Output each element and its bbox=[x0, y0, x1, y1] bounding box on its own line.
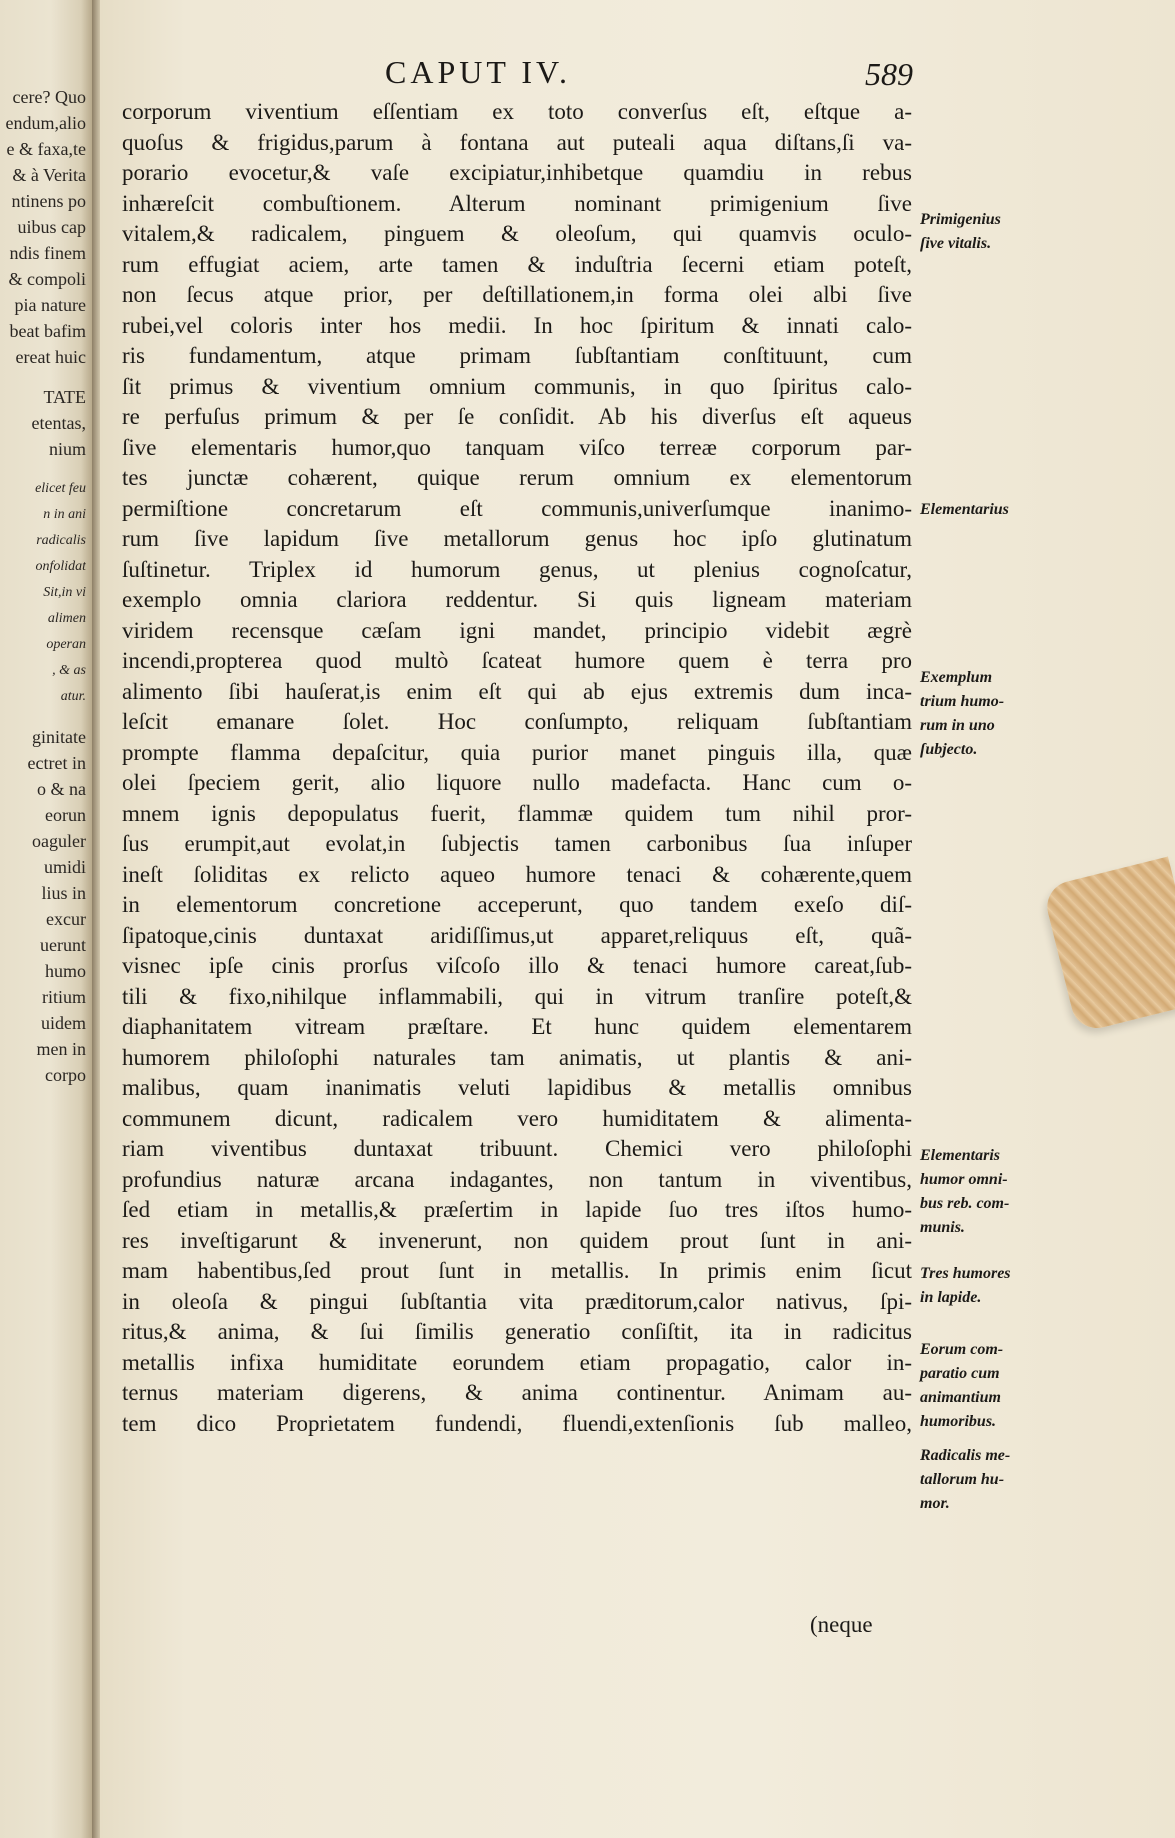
left-fragment: operan bbox=[46, 637, 86, 652]
text-line: ternus materiam digerens, & anima continentur. Animam au- bbox=[122, 1380, 912, 1405]
text-line: malibus, quam inanimatis veluti lapidibus & metallis omnibus bbox=[122, 1075, 912, 1100]
text-line: res inveſtigarunt & invenerunt, non quidem prout ſunt in ani- bbox=[122, 1227, 912, 1253]
text-line: in oleoſa & pingui ſubſtantia vita præditorum,calor nativus, ſpi- bbox=[122, 1288, 912, 1314]
text-line: ritus,& anima, & ſui ſimilis generatio conſiſtit, ita in radicitus bbox=[122, 1319, 912, 1344]
margin-note: Exemplum trium humo- rum in uno ſubjecto. bbox=[920, 669, 1005, 758]
text-line: tili & fixo,nihilque inflammabili, qui in vitrum tranſire poteſt,& bbox=[122, 983, 912, 1009]
text-line: tes junctæ cohærent, quique rerum omnium ex elementorum bbox=[122, 465, 912, 490]
left-fragment: pia nature bbox=[14, 295, 86, 315]
text-line: mam habentibus,ſed prout ſunt in metallis. In primis enim ſicut bbox=[122, 1258, 912, 1283]
text-line: ſed etiam in metallis,& præſertim in lapide ſuo tres iſtos humo- bbox=[122, 1197, 912, 1222]
text-line: humorem philoſophi naturales tam animatis, ut plantis & ani- bbox=[122, 1044, 912, 1070]
left-page-edge bbox=[0, 0, 92, 1838]
text-line: ſipatoque,cinis duntaxat aridiſſimus,ut apparet,reliquus eſt, quã- bbox=[122, 922, 912, 948]
text-line: riam viventibus duntaxat tribuunt. Chemici vero philoſophi bbox=[122, 1136, 912, 1161]
left-fragment: uerunt bbox=[40, 935, 86, 955]
left-fragment: ectret in bbox=[27, 753, 86, 773]
text-line: prompte flamma depaſcitur, quia purior manet pinguis illa, quæ bbox=[122, 739, 912, 765]
text-line: exemplo omnia clariora reddentur. Si quis ligneam materiam bbox=[122, 587, 912, 612]
left-fragment: elicet feu bbox=[35, 481, 86, 496]
text-line: ris fundamentum, atque primam ſubſtantiam conſtituunt, cum bbox=[122, 343, 912, 368]
text-line: corporum viventium eſſentiam ex toto converſus eſt, eſtque a- bbox=[122, 99, 912, 124]
left-fragment: TATE bbox=[43, 387, 86, 407]
left-fragment: lius in bbox=[41, 883, 86, 903]
margin-note: Primigenius ſive vitalis. bbox=[920, 211, 1001, 252]
text-line: rum ſive lapidum ſive metallorum genus hoc ipſo glutinatum bbox=[122, 526, 912, 551]
text-line: ſuſtinetur. Triplex id humorum genus, ut plenius cognoſcatur, bbox=[122, 556, 912, 582]
left-fragment: & compoli bbox=[8, 269, 86, 289]
margin-note: Radicalis me- tallorum hu- mor. bbox=[920, 1447, 1011, 1512]
margin-note: Eorum com- paratio cum animantium humoribus. bbox=[920, 1341, 1004, 1430]
chapter-heading: CAPUT IV. bbox=[385, 54, 571, 90]
left-fragment: oaguler bbox=[32, 831, 86, 851]
text-line: permiſtione concretarum eſt communis,univerſumque inanimo- bbox=[122, 495, 912, 521]
left-fragment: uidem bbox=[41, 1013, 86, 1033]
left-fragment: ntinens po bbox=[11, 191, 86, 211]
text-line: in elementorum concretione acceperunt, quo tandem exeſo diſ- bbox=[122, 892, 912, 917]
left-fragment bbox=[0, 710, 86, 724]
left-fragment: endum,alio bbox=[5, 113, 86, 133]
text-line: tem dico Proprietatem fundendi, fluendi,extenſionis ſub malleo, bbox=[122, 1410, 912, 1436]
text-line: rum effugiat aciem, arte tamen & induſtria ſecerni etiam poteſt, bbox=[122, 251, 912, 277]
left-fragment: ndis finem bbox=[9, 243, 86, 263]
margin-note: Elementaris humor omni- bus reb. com- munis. bbox=[920, 1147, 1010, 1236]
text-line: inhæreſcit combuſtionem. Alterum nominant primigenium ſive bbox=[122, 190, 912, 216]
text-line: vitalem,& radicalem, pinguem & oleoſum, qui quamvis oculo- bbox=[122, 221, 912, 246]
text-line: viridem recensque cæſam igni mandet, principio videbit ægrè bbox=[122, 617, 912, 643]
left-fragment bbox=[0, 462, 86, 476]
text-line: communem dicunt, radicalem vero humiditatem & alimenta- bbox=[122, 1105, 912, 1131]
text-line: visnec ipſe cinis prorſus viſcoſo illo & tenaci humore careat,ſub- bbox=[122, 953, 912, 978]
text-line: incendi,propterea quod multò ſcateat humore quem è terra pro bbox=[122, 648, 912, 673]
left-fragment: radicalis bbox=[36, 533, 86, 548]
left-fragment: alimen bbox=[47, 611, 86, 626]
left-fragment: n in ani bbox=[43, 507, 86, 522]
left-fragment: & à Verita bbox=[12, 165, 86, 185]
left-fragment: men in bbox=[36, 1039, 86, 1059]
text-line: alimento ſibi hauſerat,is enim eſt qui ab ejus extremis dum inca- bbox=[122, 678, 912, 704]
left-fragment: corpo bbox=[45, 1065, 86, 1085]
left-fragment: nium bbox=[48, 439, 86, 459]
left-fragment: umidi bbox=[43, 857, 86, 877]
catchword: (neque bbox=[810, 1612, 873, 1637]
text-line: ſive elementaris humor,quo tanquam viſco terreæ corporum par- bbox=[122, 434, 912, 460]
text-line: ſus erumpit,aut evolat,in ſubjectis tamen carbonibus ſua inſuper bbox=[122, 831, 912, 856]
left-fragment: ereat huic bbox=[15, 347, 86, 367]
text-line: metallis infixa humiditate eorundem etiam propagatio, calor in- bbox=[122, 1349, 912, 1375]
text-line: porario evocetur,& vaſe excipiatur,inhibetque quamdiu in rebus bbox=[122, 160, 912, 185]
text-line: profundius naturæ arcana indagantes, non tantum in viventibus, bbox=[122, 1166, 912, 1192]
text-line: diaphanitatem vitream præſtare. Et hunc quidem elementarem bbox=[122, 1014, 912, 1039]
left-fragment: beat bafim bbox=[9, 321, 86, 341]
left-fragment: ginitate bbox=[32, 727, 86, 747]
left-fragment: Sit,in vi bbox=[43, 585, 86, 600]
margin-note: Elementarius bbox=[920, 501, 1009, 518]
left-fragment: atur. bbox=[60, 689, 86, 704]
left-fragment: excur bbox=[46, 909, 86, 929]
book-gutter bbox=[92, 0, 100, 1838]
left-fragment: etentas, bbox=[31, 413, 86, 433]
running-head bbox=[100, 48, 1175, 98]
left-fragment: , & as bbox=[52, 663, 86, 678]
left-fragment: o & na bbox=[37, 779, 86, 799]
right-page bbox=[100, 0, 1175, 1838]
left-fragment: e & faxa,te bbox=[6, 139, 86, 159]
text-line: quoſus & frigidus,parum à fontana aut puteali aqua diſtans,ſi va- bbox=[122, 129, 912, 155]
left-fragment: humo bbox=[44, 961, 86, 981]
text-line: non ſecus atque prior, per deſtillationem,in forma olei albi ſive bbox=[122, 282, 912, 307]
text-line: leſcit emanare ſolet. Hoc conſumpto, reliquam ſubſtantiam bbox=[122, 709, 912, 734]
left-fragment bbox=[0, 370, 86, 384]
text-line: ſit primus & viventium omnium communis, in quo ſpiritus calo- bbox=[122, 373, 912, 399]
text-line: re perfuſus primum & per ſe conſidit. Ab his diverſus eſt aqueus bbox=[122, 404, 912, 429]
left-fragment: uibus cap bbox=[17, 217, 86, 237]
left-fragment: ritium bbox=[42, 987, 86, 1007]
left-fragment: onfolidat bbox=[35, 559, 86, 574]
text-line: olei ſpeciem gerit, alio liquore nullo madefacta. Hanc cum o- bbox=[122, 770, 912, 795]
margin-note: Tres humores in lapide. bbox=[920, 1265, 1011, 1306]
text-line: mnem ignis depopulatus fuerit, flammæ quidem tum nihil pror- bbox=[122, 800, 912, 826]
page-number: 589 bbox=[865, 56, 913, 92]
left-page-fragments bbox=[0, 84, 86, 1088]
left-fragment: cere? Quo bbox=[12, 87, 86, 107]
body-text bbox=[122, 97, 912, 1439]
text-line: rubei,vel coloris inter hos medii. In hoc ſpiritum & innati calo- bbox=[122, 312, 912, 338]
left-fragment: eorun bbox=[45, 805, 86, 825]
text-line: ineſt ſoliditas ex relicto aqueo humore tenaci & cohærente,quem bbox=[122, 861, 912, 887]
